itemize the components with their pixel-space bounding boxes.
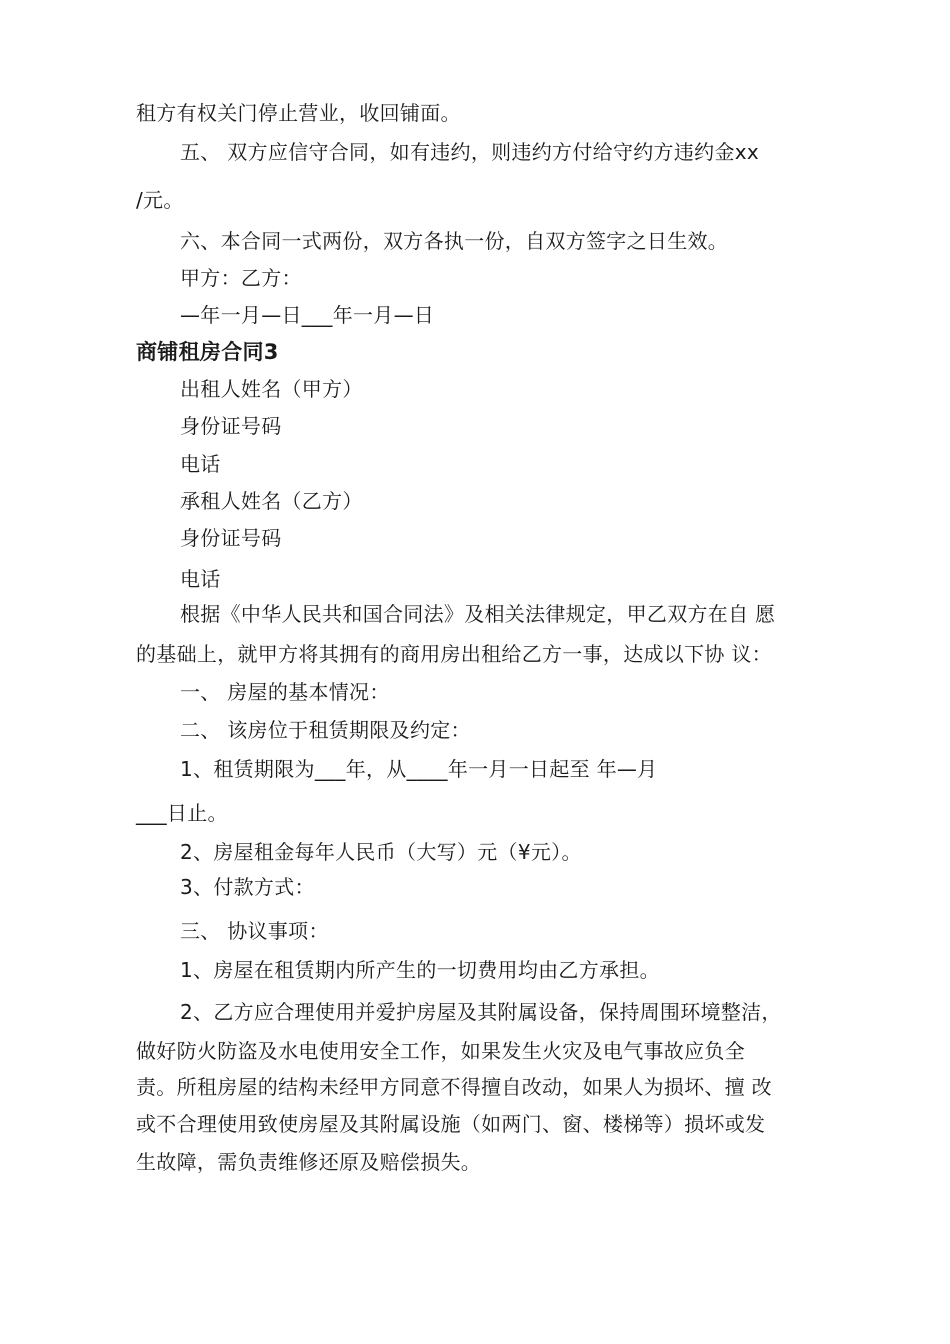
agreement-item: 2、乙方应合理使用并爱护房屋及其附属设备，保持周围环境整洁， [180, 1000, 782, 1024]
section-title: 商铺租房合同3 [136, 340, 279, 364]
preamble-line: 根据《中华人民共和国合同法》及相关法律规定，甲乙双方在自 愿 [180, 602, 776, 626]
lessee-id-label: 身份证号码 [180, 526, 282, 550]
text-line: /元。 [136, 188, 184, 212]
agreement-item-cont: 责。所租房屋的结构未经甲方同意不得擅自改动，如果人为损坏、擅 改 [136, 1075, 772, 1099]
agreement-item: 1、房屋在租赁期内所产生的一切费用均由乙方承担。 [180, 958, 660, 982]
payment-line: 3、付款方式： [180, 875, 315, 899]
article-two: 二、 该房位于租赁期限及约定： [180, 718, 471, 742]
signature-dates: —年一月—日___年一月—日 [180, 303, 435, 327]
rent-line: 2、房屋租金每年人民币（大写）元（¥元）。 [180, 840, 582, 864]
agreement-item-cont: 或不合理使用致使房屋及其附属设施（如两门、窗、楼梯等）损坏或发 [136, 1112, 766, 1136]
text-line: 租方有权关门停止营业，收回铺面。 [136, 101, 461, 125]
lessor-phone-label: 电话 [180, 452, 221, 476]
lessor-name-label: 出租人姓名（甲方） [180, 377, 363, 401]
lessee-name-label: 承租人姓名（乙方） [180, 489, 363, 513]
lease-term-line: ___日止。 [136, 801, 228, 825]
clause-six: 六、本合同一式两份，双方各执一份，自双方签字之日生效。 [180, 229, 729, 253]
preamble-line: 的基础上，就甲方将其拥有的商用房出租给乙方一事，达成以下协 议： [136, 642, 772, 666]
signature-parties: 甲方：乙方： [180, 266, 302, 290]
clause-five: 五、 双方应信守合同，如有违约，则违约方付给守约方违约金xx [180, 140, 760, 164]
article-three: 三、 协议事项： [180, 919, 329, 943]
agreement-item-cont: 生故障，需负责维修还原及赔偿损失。 [136, 1150, 482, 1174]
lessor-id-label: 身份证号码 [180, 414, 282, 438]
lease-term-line: 1、租赁期限为___年，从____年一月一日起至 年—月 [180, 757, 658, 781]
agreement-item-cont: 做好防火防盗及水电使用安全工作，如果发生火灾及电气事故应负全 [136, 1039, 745, 1063]
article-one: 一、 房屋的基本情况： [180, 680, 390, 704]
lessee-phone-label: 电话 [180, 567, 221, 591]
